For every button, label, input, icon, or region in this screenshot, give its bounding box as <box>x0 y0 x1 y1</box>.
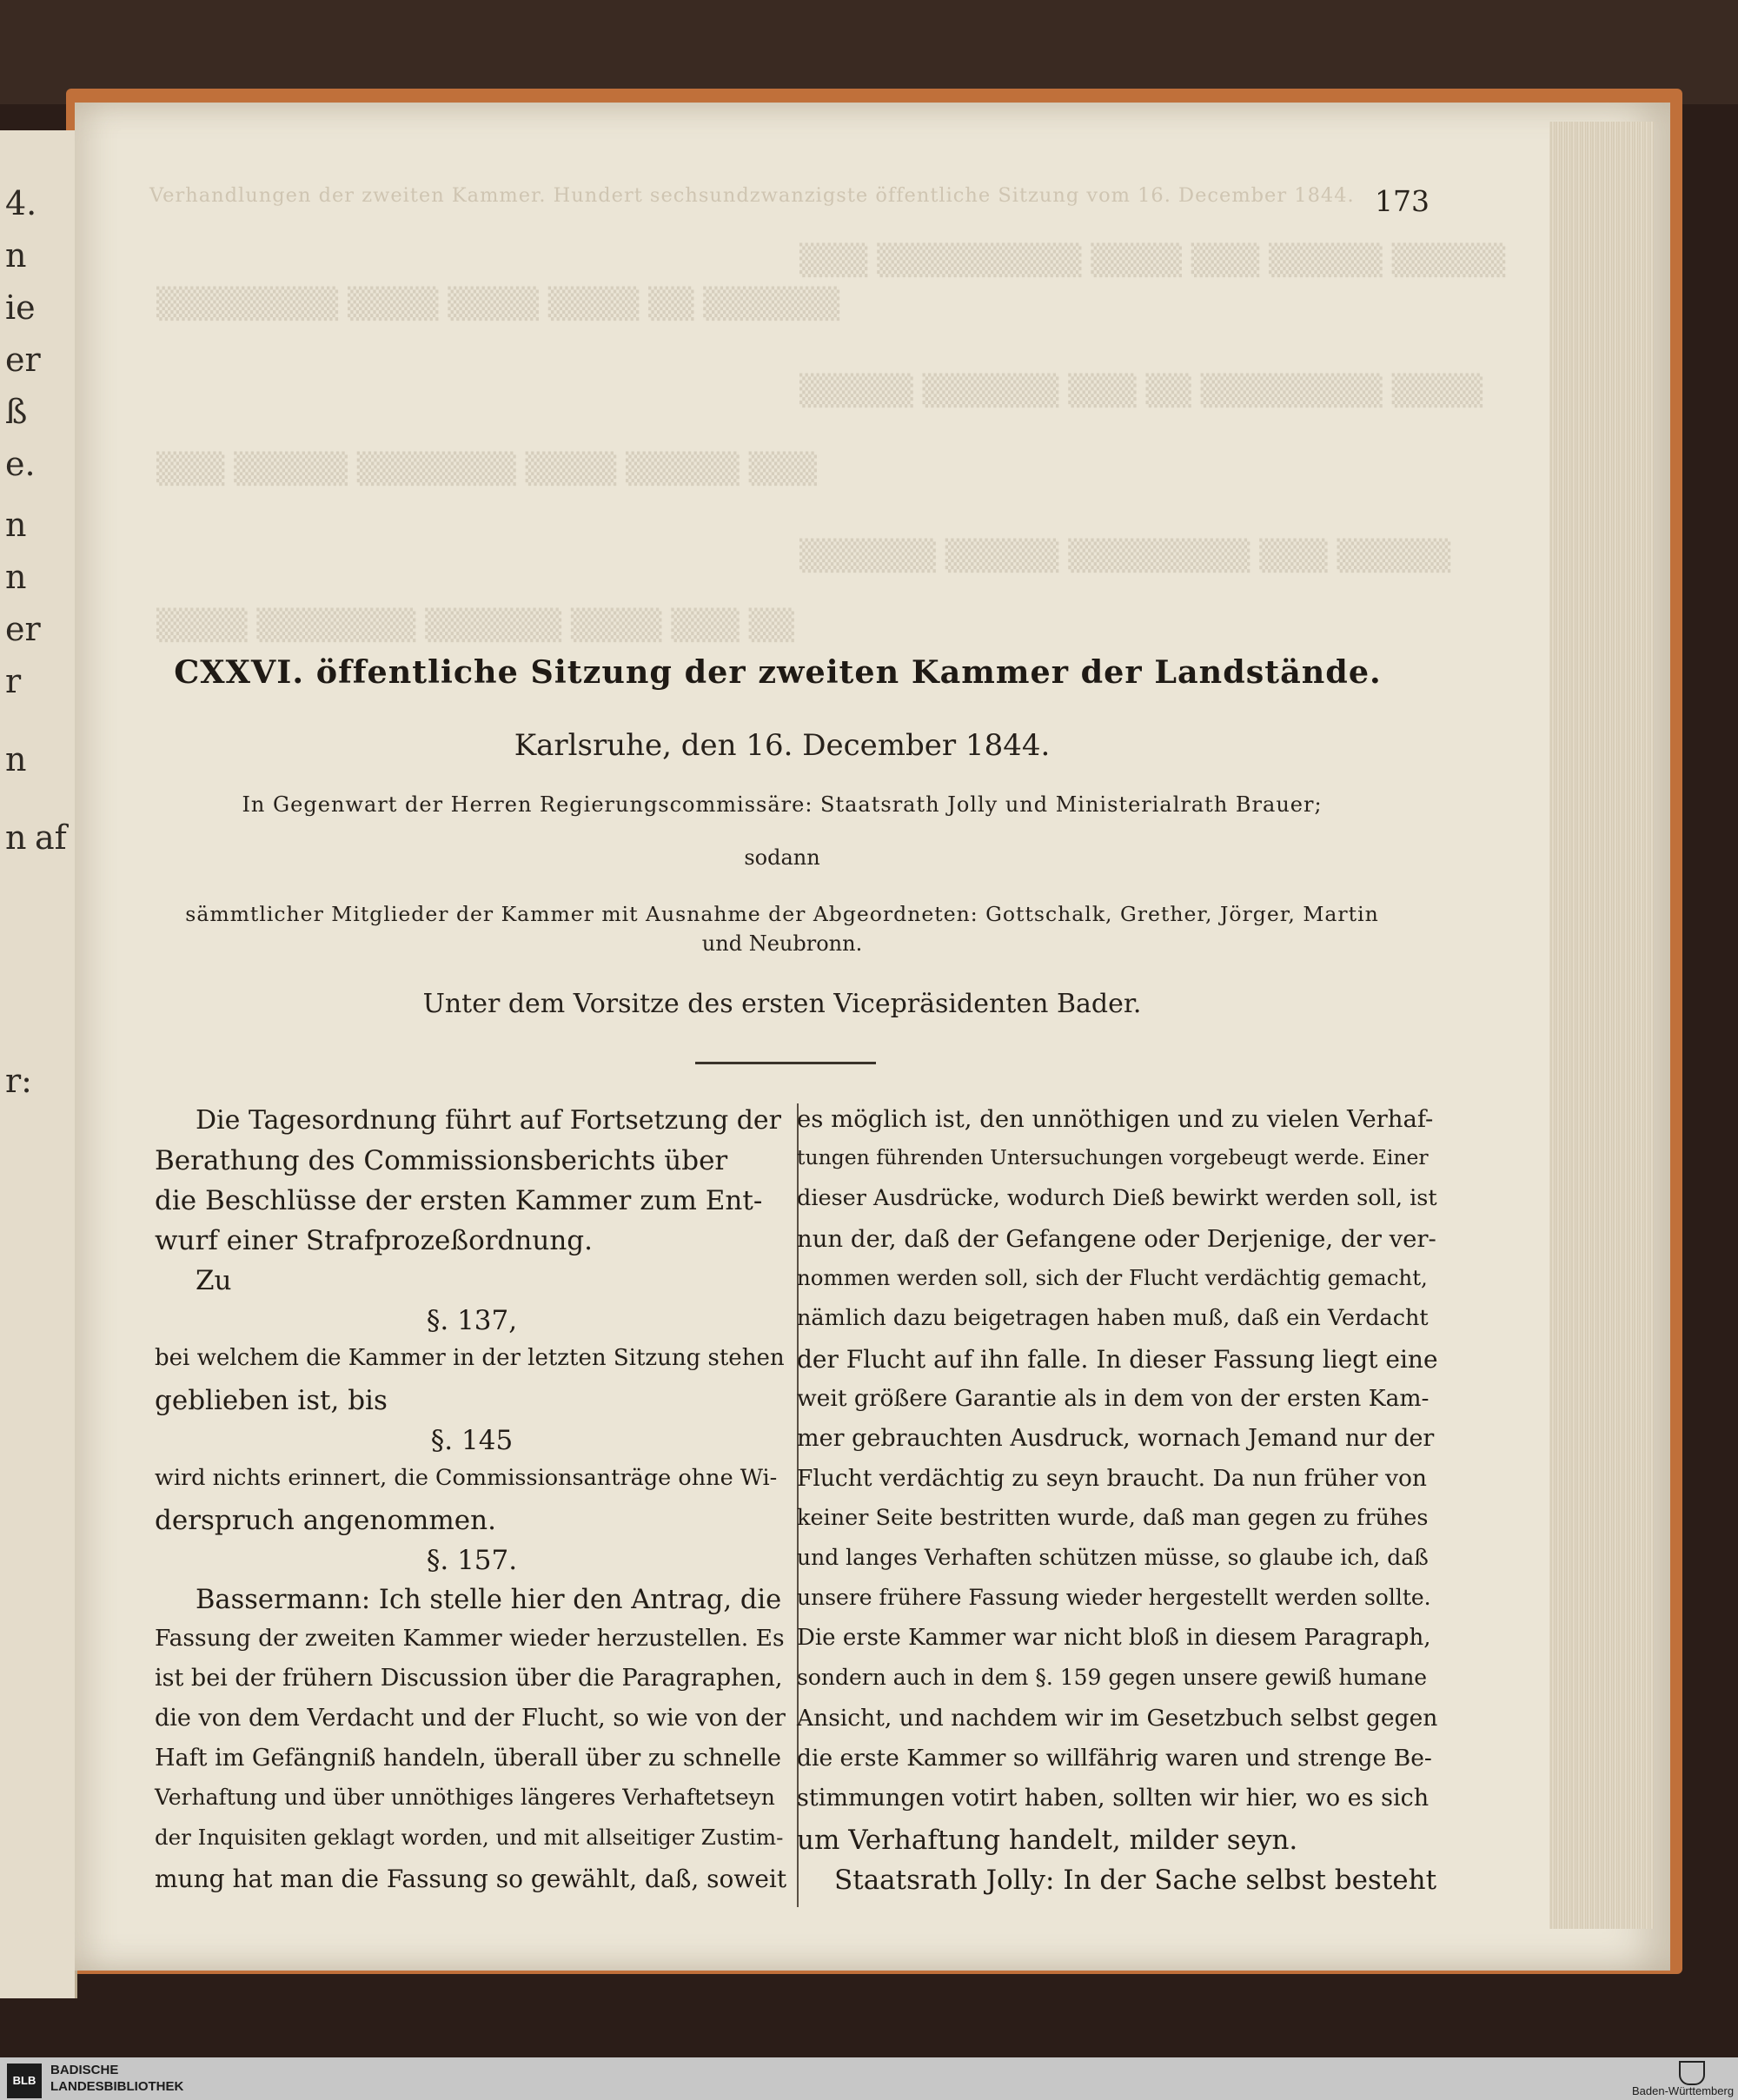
show-through-text: ▒▒▒▒▒▒▒▒ ▒▒▒▒ ▒▒▒▒ ▒▒▒▒ ▒▒ ▒▒▒▒▒▒ <box>156 287 840 321</box>
text-line: mer gebrauchten Ausdruck, wornach Jemand nur der <box>797 1425 1435 1452</box>
show-through-text: ▒▒▒▒▒ ▒▒▒▒▒▒ ▒▒▒ ▒▒ ▒▒▒▒▒▒▒▒ ▒▒▒▒ <box>799 374 1483 408</box>
show-through-text: ▒▒▒▒▒▒ ▒▒▒▒▒ ▒▒▒▒▒▒▒▒ ▒▒▒ ▒▒▒▒▒ <box>799 539 1451 573</box>
text-line: mung hat man die Fassung so gewählt, daß, soweit <box>155 1865 787 1893</box>
section-heading: §. 157. <box>426 1545 518 1576</box>
text-line: nun der, daß der Gefangene oder Derjenige, der ver- <box>797 1225 1436 1253</box>
text-line: Staatsrath Jolly: In der Sache selbst besteht <box>834 1865 1437 1896</box>
library-name-line1: BADISCHE <box>50 2063 119 2077</box>
text-line: um Verhaftung handelt, milder seyn. <box>797 1825 1298 1856</box>
location-date: Karlsruhe, den 16. December 1844. <box>514 728 1051 763</box>
left-page-fragment: er <box>5 610 41 648</box>
text-line: Zu <box>196 1265 232 1296</box>
text-line: Flucht verdächtig zu seyn braucht. Da nun früher von <box>797 1465 1427 1492</box>
text-line: Ansicht, und nachdem wir im Gesetzbuch selbst gegen <box>797 1705 1438 1732</box>
left-page-fragment: ß <box>5 393 28 431</box>
text-line: der Flucht auf ihn falle. In dieser Fassung liegt eine <box>797 1345 1438 1374</box>
left-page-fragment: ie <box>5 288 36 327</box>
left-page-fragment: n <box>5 818 27 857</box>
text-line: wurf einer Strafprozeßordnung. <box>155 1225 593 1256</box>
page-number: 173 <box>1375 184 1430 218</box>
left-page-fragment: e. <box>5 445 36 483</box>
blb-logo-icon: BLB <box>7 2064 42 2098</box>
left-page-fragment: af <box>35 818 67 857</box>
text-line: Fassung der zweiten Kammer wieder herzustellen. Es <box>155 1625 785 1652</box>
text-line: wird nichts erinnert, die Commissionsanträge ohne Wi- <box>155 1465 778 1491</box>
text-line: ist bei der frühern Discussion über die Paragraphen, <box>155 1665 783 1692</box>
text-line: die Beschlüsse der ersten Kammer zum Ent- <box>155 1185 763 1216</box>
then-line: sodann <box>744 845 820 870</box>
text-line: der Inquisiten geklagt worden, und mit allseitiger Zustim- <box>155 1825 784 1850</box>
text-line: Berathung des Commissionsberichts über <box>155 1145 728 1176</box>
text-line: es möglich ist, den unnöthigen und zu vielen Verhaf- <box>797 1105 1434 1133</box>
left-page-fragment: er <box>5 341 41 379</box>
show-through-text: ▒▒▒ ▒▒▒▒▒ ▒▒▒▒▒▒▒ ▒▒▒▒ ▒▒▒▒▒ ▒▒▒ <box>156 452 818 487</box>
running-header: Verhandlungen der zweiten Kammer. Hundert sechsundzwanzigste öffentliche Sitzung vom 16. December 1844. <box>149 184 1355 207</box>
text-line: weit größere Garantie als in dem von der ersten Kam- <box>797 1385 1430 1412</box>
left-page-fragment: n <box>5 236 27 275</box>
show-through-text: ▒▒▒▒ ▒▒▒▒▒▒▒ ▒▒▒▒▒▒ ▒▒▒▒ ▒▒▒ ▒▒ <box>156 608 794 643</box>
section-heading: §. 137, <box>426 1305 518 1336</box>
text-line: Verhaftung und über unnöthiges längeres Verhaftetseyn <box>155 1785 775 1810</box>
text-line: tungen führenden Untersuchungen vorgebeugt werde. Einer <box>797 1145 1429 1169</box>
text-line: keiner Seite bestritten wurde, daß man gegen zu frühes <box>797 1505 1429 1531</box>
left-page-fragment: n <box>5 740 27 778</box>
left-page-fragment: 4. <box>5 184 37 222</box>
text-line: Die erste Kammer war nicht bloß in diesem Paragraph, <box>797 1625 1431 1651</box>
text-line: derspruch angenommen. <box>155 1505 496 1536</box>
text-line: und langes Verhaften schützen müsse, so glaube ich, daß <box>797 1545 1429 1570</box>
presence-line: In Gegenwart der Herren Regierungscommissäre: Staatsrath Jolly und Ministerialrath Brauer; <box>242 792 1323 817</box>
library-footer <box>0 2057 1738 2100</box>
left-page-fragment: n <box>5 558 27 596</box>
left-page-edge <box>0 130 77 1998</box>
section-heading: §. 145 <box>430 1425 514 1456</box>
text-line: die erste Kammer so willfährig waren und strenge Be- <box>797 1745 1432 1772</box>
text-line: Die Tagesordnung führt auf Fortsetzung der <box>196 1105 782 1136</box>
text-line: bei welchem die Kammer in der letzten Sitzung stehen <box>155 1345 785 1371</box>
text-line: nommen werden soll, sich der Flucht verdächtig gemacht, <box>797 1265 1428 1290</box>
left-page-fragment: r: <box>5 1062 32 1100</box>
text-line: Bassermann: Ich stelle hier den Antrag, die <box>196 1585 782 1615</box>
session-title: CXXVI. öffentliche Sitzung der zweiten Kammer der Landstände. <box>174 653 1382 691</box>
text-line: dieser Ausdrücke, wodurch Dieß bewirkt werden soll, ist <box>797 1185 1437 1211</box>
text-line: unsere frühere Fassung wieder hergestellt werden sollte. <box>797 1585 1431 1610</box>
page-edges <box>1549 122 1654 1929</box>
left-page-fragment: n <box>5 506 27 544</box>
chair-line: Unter dem Vorsitze des ersten Vicepräsidenten Bader. <box>422 989 1142 1019</box>
members-line: sämmtlicher Mitglieder der Kammer mit Ausnahme der Abgeordneten: Gottschalk, Grether, Jörger, Martin <box>185 902 1379 926</box>
coat-of-arms-icon <box>1679 2061 1705 2085</box>
text-line: Haft im Gefängniß handeln, überall über zu schnelle <box>155 1745 781 1772</box>
text-line: sondern auch in dem §. 159 gegen unsere gewiß humane <box>797 1665 1428 1690</box>
text-line: die von dem Verdacht und der Flucht, so wie von der <box>155 1705 786 1732</box>
left-page-fragment: r <box>5 662 22 700</box>
text-line: geblieben ist, bis <box>155 1385 388 1416</box>
text-line: nämlich dazu beigetragen haben muß, daß ein Verdacht <box>797 1305 1429 1331</box>
show-through-text: ▒▒▒ ▒▒▒▒▒▒▒▒▒ ▒▒▒▒ ▒▒▒ ▒▒▒▒▒ ▒▒▒▒▒ <box>799 243 1506 278</box>
text-line: stimmungen votirt haben, sollten wir hier, wo es sich <box>797 1785 1430 1812</box>
separator-rule <box>695 1062 876 1064</box>
region-name: Baden-Württemberg <box>1632 2084 1735 2097</box>
members-line-continued: und Neubronn. <box>701 931 863 956</box>
library-name-line2: LANDESBIBLIOTHEK <box>50 2079 184 2094</box>
